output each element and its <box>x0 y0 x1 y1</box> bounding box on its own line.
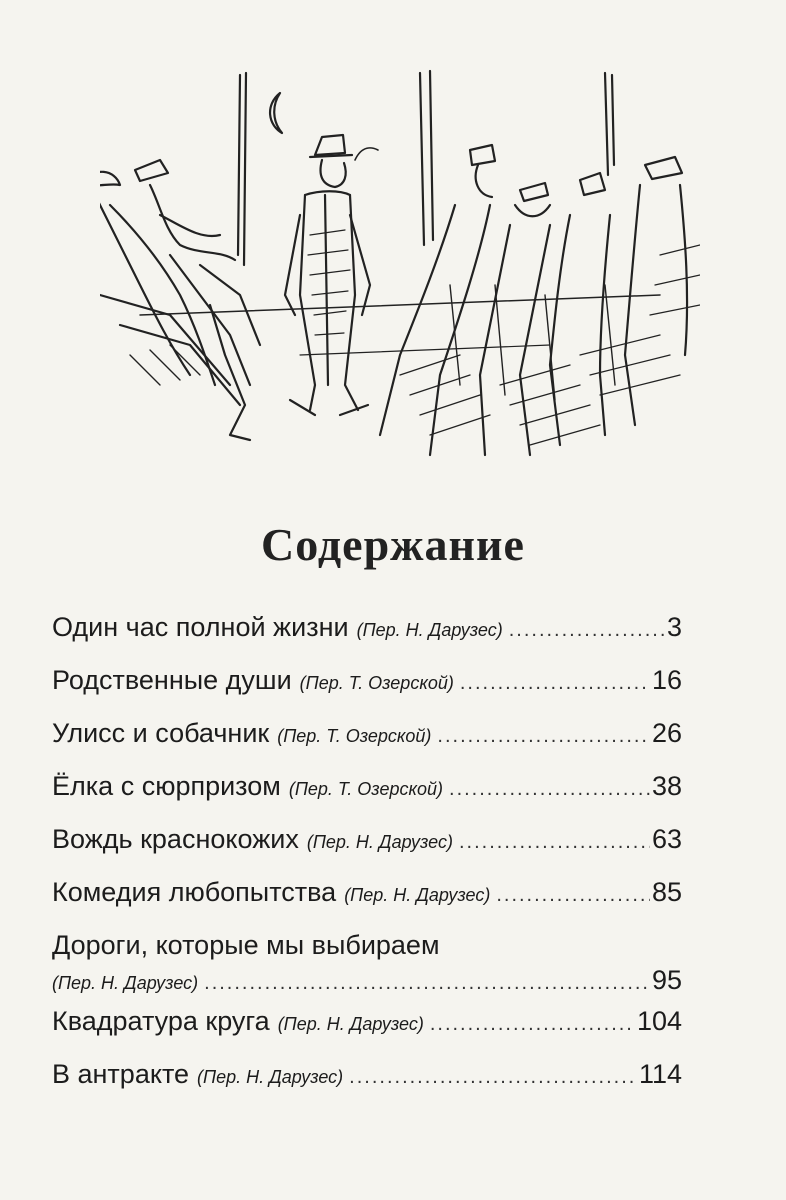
toc-entry <box>52 771 682 824</box>
toc-translator: (Пер. Н. Дарузес) <box>52 973 199 993</box>
toc-title: Вождь краснокожих <box>52 824 299 854</box>
toc-translator: (Пер. Н. Дарузес) <box>306 832 453 852</box>
toc-title: Один час полной жизни <box>52 612 349 642</box>
dot-leader <box>459 831 650 854</box>
toc-page-number: 26 <box>651 718 682 748</box>
toc-translator: (Пер. Т. Озерской) <box>288 779 444 799</box>
toc-title: Ёлка с сюрпризом <box>52 771 281 801</box>
dot-leader <box>449 778 650 801</box>
toc-page-number: 114 <box>638 1059 682 1089</box>
toc-page-number: 38 <box>651 771 682 801</box>
dot-leader <box>349 1066 637 1089</box>
toc-entry <box>52 718 682 771</box>
toc-title: Улисс и собачник <box>52 718 270 748</box>
dot-leader <box>496 884 650 907</box>
sketch-illustration <box>100 55 700 475</box>
toc-page-number: 104 <box>636 1006 682 1036</box>
toc-page-number: 85 <box>651 877 682 907</box>
toc-title: Квадратура круга <box>52 1006 270 1036</box>
table-of-contents <box>52 612 682 1112</box>
toc-translator: (Пер. Н. Дарузес) <box>197 1067 344 1087</box>
toc-entry <box>52 665 682 718</box>
toc-entry <box>52 1059 682 1112</box>
toc-title: Дороги, которые мы выбираем <box>52 930 440 960</box>
toc-entry <box>52 612 682 665</box>
page-title: Содержание <box>261 519 525 570</box>
toc-title: В антракте <box>52 1059 190 1089</box>
toc-translator: (Пер. Н. Дарузес) <box>356 620 503 640</box>
dot-leader <box>204 972 650 995</box>
toc-title: Комедия любопытства <box>52 877 337 907</box>
toc-entry <box>52 877 682 930</box>
toc-page-number: 3 <box>666 612 682 642</box>
toc-page-number: 95 <box>651 965 682 995</box>
toc-entry-second-line <box>52 965 682 996</box>
toc-translator: (Пер. Т. Озерской) <box>277 726 432 746</box>
dot-leader <box>509 619 665 642</box>
toc-page-number: 16 <box>651 665 682 695</box>
toc-translator: (Пер. Н. Дарузес) <box>344 885 491 905</box>
toc-translator: (Пер. Н. Дарузес) <box>277 1014 424 1034</box>
toc-entry <box>52 930 682 996</box>
toc-translator: (Пер. Т. Озерской) <box>299 673 454 693</box>
dot-leader <box>430 1013 635 1036</box>
toc-entry <box>52 824 682 877</box>
dot-leader <box>437 725 650 748</box>
toc-title: Родственные души <box>52 665 292 695</box>
dot-leader <box>460 672 650 695</box>
toc-page-number: 63 <box>651 824 682 854</box>
toc-entry <box>52 1006 682 1059</box>
